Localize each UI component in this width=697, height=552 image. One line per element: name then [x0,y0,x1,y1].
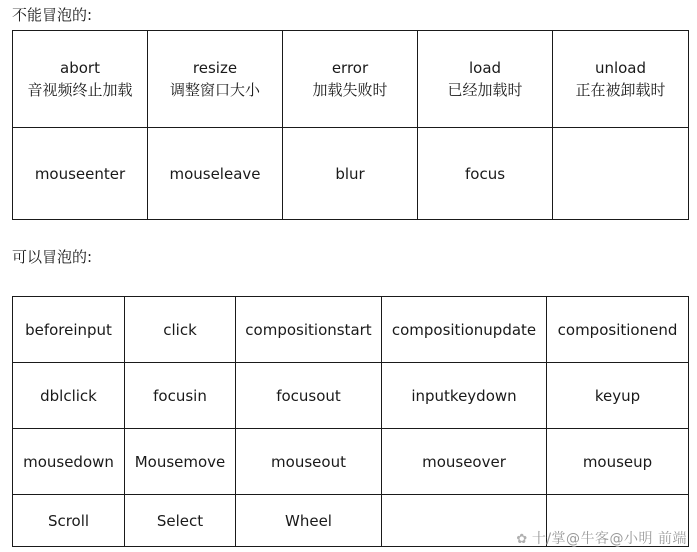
event-description: 已经加载时 [447,81,523,99]
table-cell [13,31,148,128]
table-cell: mouseout [236,429,382,495]
watermark-text: 十/掌@牛客@小明 前端 [531,531,687,547]
event-name: abort [60,59,100,77]
table-cell: blur [283,128,418,220]
table-cell: inputkeydown [382,363,547,429]
non-bubbling-events-table [12,30,689,220]
table-cell: compositionend [547,297,689,363]
event-name: resize [192,59,238,77]
table-cell: mouseenter [13,128,148,220]
table-cell: compositionstart [236,297,382,363]
table-cell [418,31,553,128]
table-cell: focusout [236,363,382,429]
table-cell: mouseover [382,429,547,495]
event-name: unload [594,59,647,77]
table-cell: focus [418,128,553,220]
event-description: 音视频终止加载 [27,81,133,99]
table-cell: mousedown [13,429,125,495]
heading-non-bubbling: 不能冒泡的: [12,6,93,24]
table-cell: dblclick [13,363,125,429]
table-cell: click [125,297,236,363]
event-name: load [468,59,502,77]
table-cell: mouseleave [148,128,283,220]
table-cell: Wheel [236,495,382,547]
table-cell: mouseup [547,429,689,495]
table-cell: Scroll [13,495,125,547]
heading-bubbling: 可以冒泡的: [12,248,93,266]
table-cell [553,31,689,128]
table-cell [553,128,689,220]
table-cell [283,31,418,128]
table-cell: keyup [547,363,689,429]
event-description: 调整窗口大小 [169,81,260,99]
wechat-icon: ✿ [516,532,528,547]
event-description: 加载失败时 [312,81,388,99]
event-name: error [331,59,369,77]
table-cell: compositionupdate [382,297,547,363]
table-cell: Select [125,495,236,547]
event-description: 正在被卸载时 [575,81,666,99]
table-cell [148,31,283,128]
watermark [516,528,687,548]
bubbling-events-table [12,296,689,547]
table-cell: beforeinput [13,297,125,363]
table-cell: focusin [125,363,236,429]
table-cell: Mousemove [125,429,236,495]
